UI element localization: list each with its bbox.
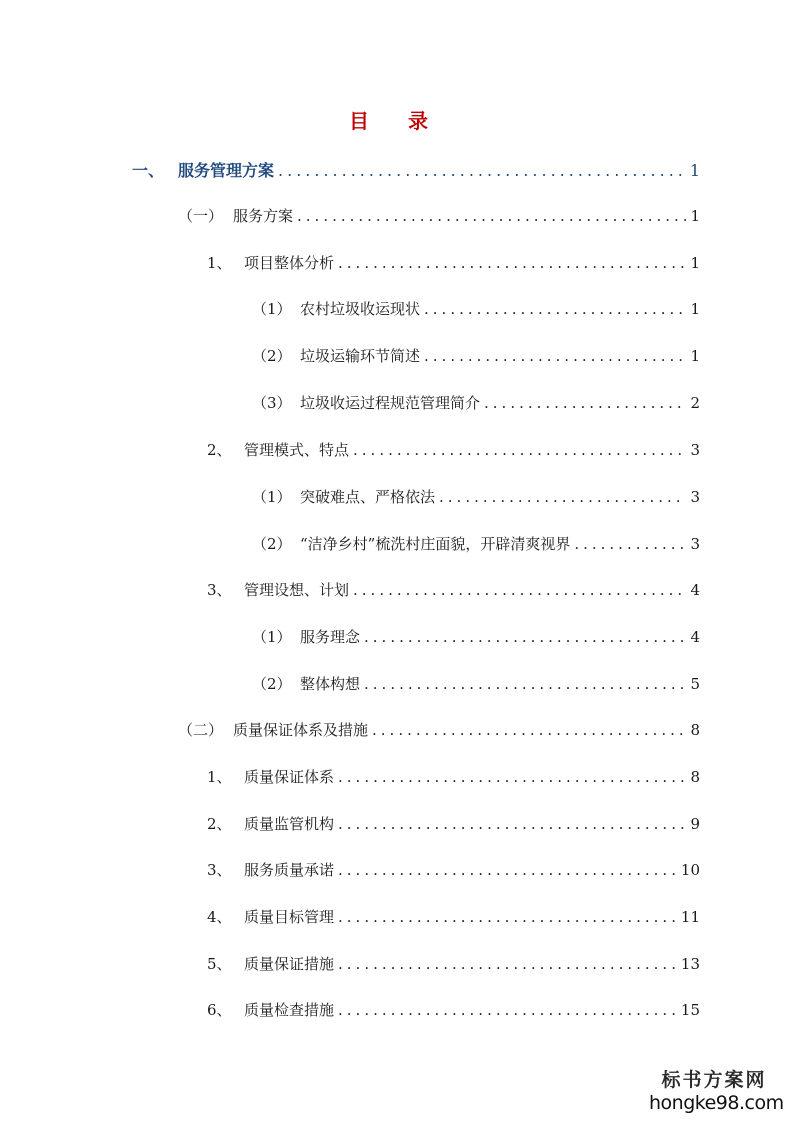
toc-entry-page: 1 (689, 161, 700, 180)
toc-entry-number: 2、 (207, 815, 232, 833)
toc-entry-label: 服务理念 (300, 628, 361, 646)
toc-entry-label: “洁净乡村”梳洗村庄面貌，开辟清爽视界 (300, 535, 571, 553)
toc-leader-dots (439, 488, 686, 506)
toc-entry[interactable] (207, 999, 700, 1023)
toc-entry-label: 管理设想、计划 (244, 581, 350, 599)
toc-leader-dots (297, 207, 686, 225)
toc-entry-number: 2、 (207, 441, 232, 459)
toc-entry[interactable] (252, 626, 700, 650)
toc-entry-number: 5、 (207, 955, 232, 973)
toc-entry-number: （2） (252, 675, 292, 693)
toc-entry-number: 3、 (207, 861, 232, 879)
toc-leader-dots (364, 628, 686, 646)
watermark (649, 1065, 784, 1114)
toc-entry-page: 15 (680, 1001, 700, 1019)
toc-entry-label: 质量检查措施 (244, 1001, 335, 1019)
toc-leader-dots (424, 347, 686, 365)
toc-leader-dots (338, 861, 677, 879)
toc-entry-page: 4 (690, 628, 700, 646)
toc-entry-number: （1） (252, 300, 292, 318)
toc-leader-dots (484, 394, 686, 412)
toc-entry-label: 垃圾运输环节简述 (300, 347, 421, 365)
toc-entry[interactable] (252, 533, 700, 557)
toc-entry[interactable] (207, 579, 700, 603)
toc-leader-dots (338, 815, 686, 833)
toc-entry-number: （一） (178, 207, 224, 225)
toc-leader-dots (372, 721, 686, 739)
toc-entry-page: 5 (690, 675, 700, 693)
toc-entry-page: 1 (690, 347, 700, 365)
toc-entry-label: 垃圾收运过程规范管理简介 (300, 394, 481, 412)
toc-entry[interactable] (178, 205, 700, 229)
watermark-title: 标书方案网 (661, 1069, 767, 1091)
toc-leader-dots (338, 1001, 677, 1019)
toc-entry-label: 质量监管机构 (244, 815, 335, 833)
toc-title: 目 录 (349, 109, 444, 133)
toc-leader-dots (353, 581, 686, 599)
toc-entry[interactable] (207, 439, 700, 463)
toc-entry[interactable] (252, 345, 700, 369)
toc-entry-page: 3 (690, 441, 700, 459)
toc-entry-number: （2） (252, 535, 292, 553)
toc-entry-number: （1） (252, 628, 292, 646)
toc-entry-number: （2） (252, 347, 292, 365)
toc-entry[interactable] (207, 953, 700, 977)
toc-entry[interactable] (207, 859, 700, 883)
toc-entry-page: 3 (690, 535, 700, 553)
watermark-domain: hongke98.com (649, 1092, 784, 1114)
toc-entry-number: 一、 (132, 161, 165, 180)
toc-entry[interactable] (252, 486, 700, 510)
toc-entry[interactable] (252, 298, 700, 322)
toc-entry-number: （3） (252, 394, 292, 412)
toc-entry[interactable] (178, 719, 700, 743)
toc-leader-dots (574, 535, 686, 553)
toc-entry-page: 8 (690, 768, 700, 786)
toc-entry-label: 服务管理方案 (178, 161, 275, 180)
toc-entry[interactable] (207, 813, 700, 837)
toc-entry[interactable] (132, 158, 700, 182)
toc-entry-page: 8 (690, 721, 700, 739)
toc-entry-page: 4 (690, 581, 700, 599)
toc-entry-number: 3、 (207, 581, 232, 599)
toc-entry-label: 服务质量承诺 (244, 861, 335, 879)
toc-leader-dots (364, 675, 686, 693)
toc-entry-label: 管理模式、特点 (244, 441, 350, 459)
toc-leader-dots (278, 161, 686, 180)
toc-entry-page: 1 (690, 300, 700, 318)
toc-entry-page: 13 (680, 955, 700, 973)
toc-entry[interactable] (207, 766, 700, 790)
toc-entry-number: 1、 (207, 254, 232, 272)
toc-entry-label: 农村垃圾收运现状 (300, 300, 421, 318)
toc-entry-label: 质量目标管理 (244, 908, 335, 926)
toc-leader-dots (338, 768, 686, 786)
toc-entry-label: 服务方案 (233, 207, 294, 225)
toc-entry-label: 项目整体分析 (244, 254, 335, 272)
toc-entry-label: 突破难点、严格依法 (300, 488, 436, 506)
toc-entry-page: 2 (690, 394, 700, 412)
toc-entry-number: （1） (252, 488, 292, 506)
toc-entry-page: 9 (690, 815, 700, 833)
toc-leader-dots (338, 908, 677, 926)
toc-entry[interactable] (207, 252, 700, 276)
toc-entry-page: 3 (690, 488, 700, 506)
toc-entry[interactable] (252, 673, 700, 697)
toc-entry-label: 质量保证措施 (244, 955, 335, 973)
toc-leader-dots (338, 955, 677, 973)
toc-entry-label: 质量保证体系 (244, 768, 335, 786)
toc-entry-page: 1 (690, 207, 700, 225)
toc-entry-number: （二） (178, 721, 224, 739)
toc-entry-label: 质量保证体系及措施 (233, 721, 369, 739)
toc-entry[interactable] (252, 392, 700, 416)
toc-entry-number: 6、 (207, 1001, 232, 1019)
toc-entry-page: 11 (680, 908, 700, 926)
toc-entry-page: 10 (680, 861, 700, 879)
toc-entry-label: 整体构想 (300, 675, 361, 693)
toc-leader-dots (424, 300, 686, 318)
toc-entry-page: 1 (690, 254, 700, 272)
toc-entry-number: 1、 (207, 768, 232, 786)
toc-leader-dots (338, 254, 686, 272)
toc-entry-number: 4、 (207, 908, 232, 926)
toc-entry[interactable] (207, 906, 700, 930)
toc-leader-dots (353, 441, 686, 459)
